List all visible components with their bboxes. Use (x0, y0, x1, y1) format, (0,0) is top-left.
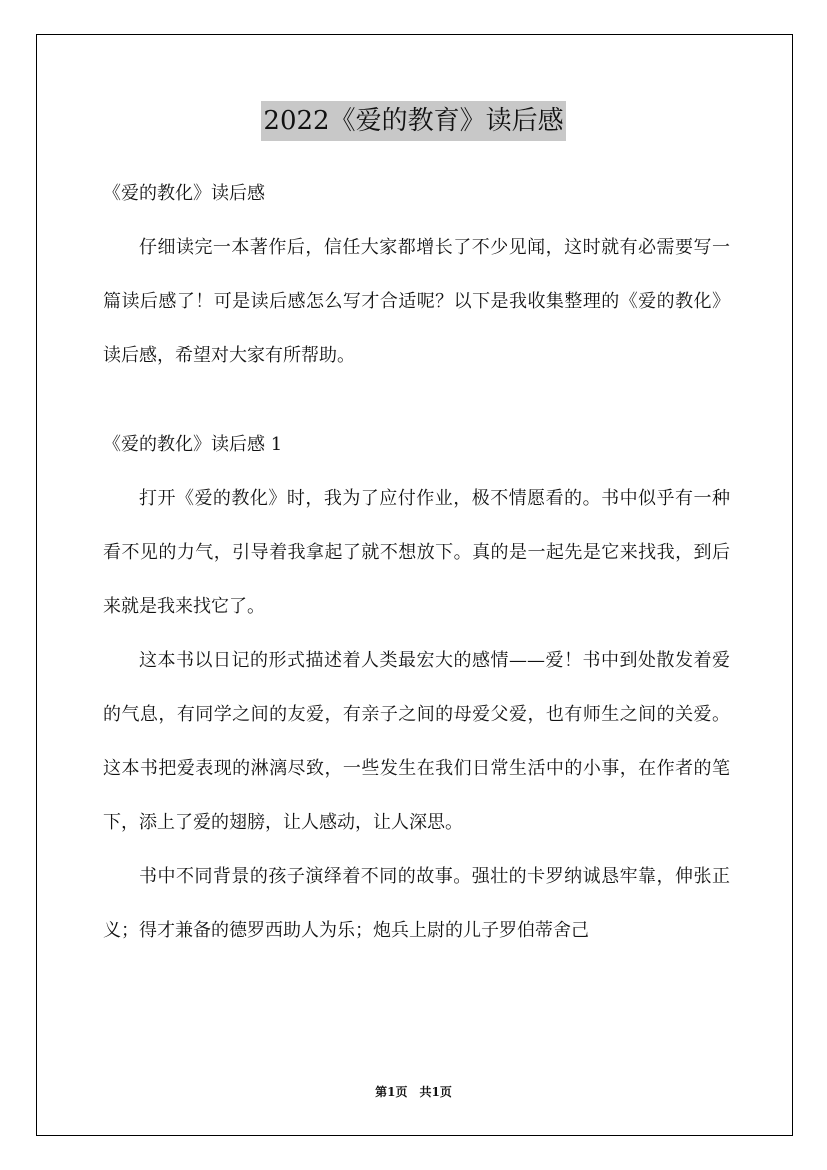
page-footer (0, 1082, 827, 1102)
section-heading: 《爱的教化》读后感 1 (103, 434, 283, 455)
intro-heading: 《爱的教化》读后感 (103, 183, 265, 204)
document-body (103, 167, 730, 958)
title-container (0, 101, 827, 141)
section-gap (103, 383, 730, 418)
intro-paragraph: 仔细读完一本著作后，信任大家都增长了不少见闻，这时就有必需要写一篇读后感了！可是读后感怎么写才合适呢？以下是我收集整理的《爱的教化》读后感，希望对大家有所帮助。 (103, 237, 730, 366)
page-number-label: 第1页 共1页 (375, 1085, 452, 1099)
body-paragraph-3: 书中不同背景的孩子演绎着不同的故事。强壮的卡罗纳诚恳牢靠，伸张正义；得才兼备的德罗西助人为乐；炮兵上尉的儿子罗伯蒂舍己 (103, 866, 730, 941)
body-paragraph-2: 这本书以日记的形式描述着人类最宏大的感情——爱！书中到处散发着爱的气息，有同学之间的友爱，有亲子之间的母爱父爱，也有师生之间的关爱。这本书把爱表现的淋漓尽致，一些发生在我们日常生活中的小事，在作者的笔下，添上了爱的翅膀，让人感动，让人深思。 (103, 650, 730, 833)
body-paragraph-1: 打开《爱的教化》时，我为了应付作业，极不情愿看的。书中似乎有一种看不见的力气，引导着我拿起了就不想放下。真的是一起先是它来找我，到后来就是我来找它了。 (103, 488, 730, 617)
document-title: 2022《爱的教育》读后感 (261, 101, 565, 141)
